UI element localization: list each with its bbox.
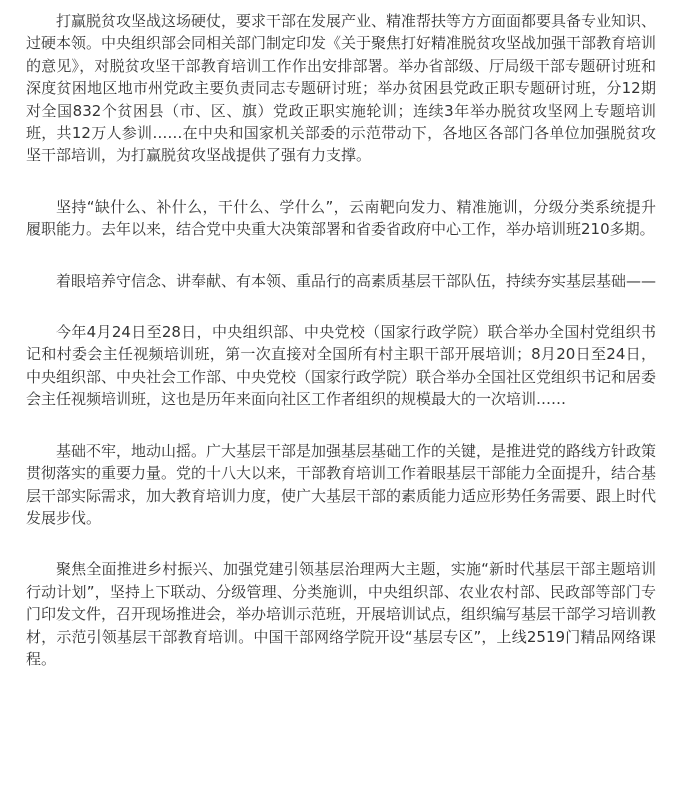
paragraph-yunnan-targeted-training: 坚持“缺什么、补什么，干什么、学什么”，云南靶向发力、精准施训，分级分类系统提升履职能力。去年以来，结合党中央重大决策部署和省委省政府中心工作，举办培训班210多期。 [26, 197, 656, 239]
paragraph-video-training-classes: 今年4月24日至28日，中央组织部、中央党校（国家行政学院）联合举办全国村党组织书记和村委会主任视频培训班，第一次直接对全国所有村主职干部开展培训；8月20日至24日，中央组织部、中央社会工作部、中央党校（国家行政学院）联合举办全国社区党组织书记和居委会主任视频培训班，这也是历年来面向社区工作者组织的规模最大的一次培训…… [26, 323, 657, 409]
paragraph-grassroots-foundation: 基础不牢，地动山摇。广大基层干部是加强基层基础工作的关键，是推进党的路线方针政策贯彻落实的重要力量。党的十八大以来，干部教育培训工作着眼基层干部能力全面提升，结合基层干部实际需求，加大教育培训力度，使广大基层干部的素质能力适应形势任务需要、跟上时代发展步伐。 [26, 441, 657, 527]
paragraph-rural-revitalization-training: 聚焦全面推进乡村振兴、加强党建引领基层治理两大主题，实施“新时代基层干部主题培训行动计划”，坚持上下联动、分级管理、分类施训，中央组织部、农业农村部、民政部等部门专门印发文件，召开现场推进会，举办培训示范班，开展培训试点，组织编写基层干部学习培训教材，示范引领基层干部教育培训。中国干部网络学院开设“基层专区”，上线2519门精品网络课程。 [26, 560, 657, 668]
paragraph-grassroots-cadre-team: 着眼培养守信念、讲奉献、有本领、重品行的高素质基层干部队伍，持续夯实基层基础—— [56, 271, 657, 290]
paragraph-poverty-alleviation-training: 打赢脱贫攻坚战这场硬仗，要求干部在发展产业、精准帮扶等方方面面都要具备专业知识、过硬本领。中央组织部会同相关部门制定印发《关于聚焦打好精准脱贫攻坚战加强干部教育培训的意见》，对脱贫攻坚干部教育培训工作作出安排部署。举办省部级、厅局级干部专题研讨班和深度贫困地区地市州党政主要负责同志专题研讨班；举办贫困县党政正职专题研讨班，分12期对全国832个贫困县（市、区、旗）党政正职实施轮训；连续3年举办脱贫攻坚网上专题培训班，共12万人参训……在中央和国家机关部委的示范带动下，各地区各部门各单位加强脱贫攻坚干部培训，为打赢脱贫攻坚战提供了强有力支撑。 [26, 12, 657, 165]
